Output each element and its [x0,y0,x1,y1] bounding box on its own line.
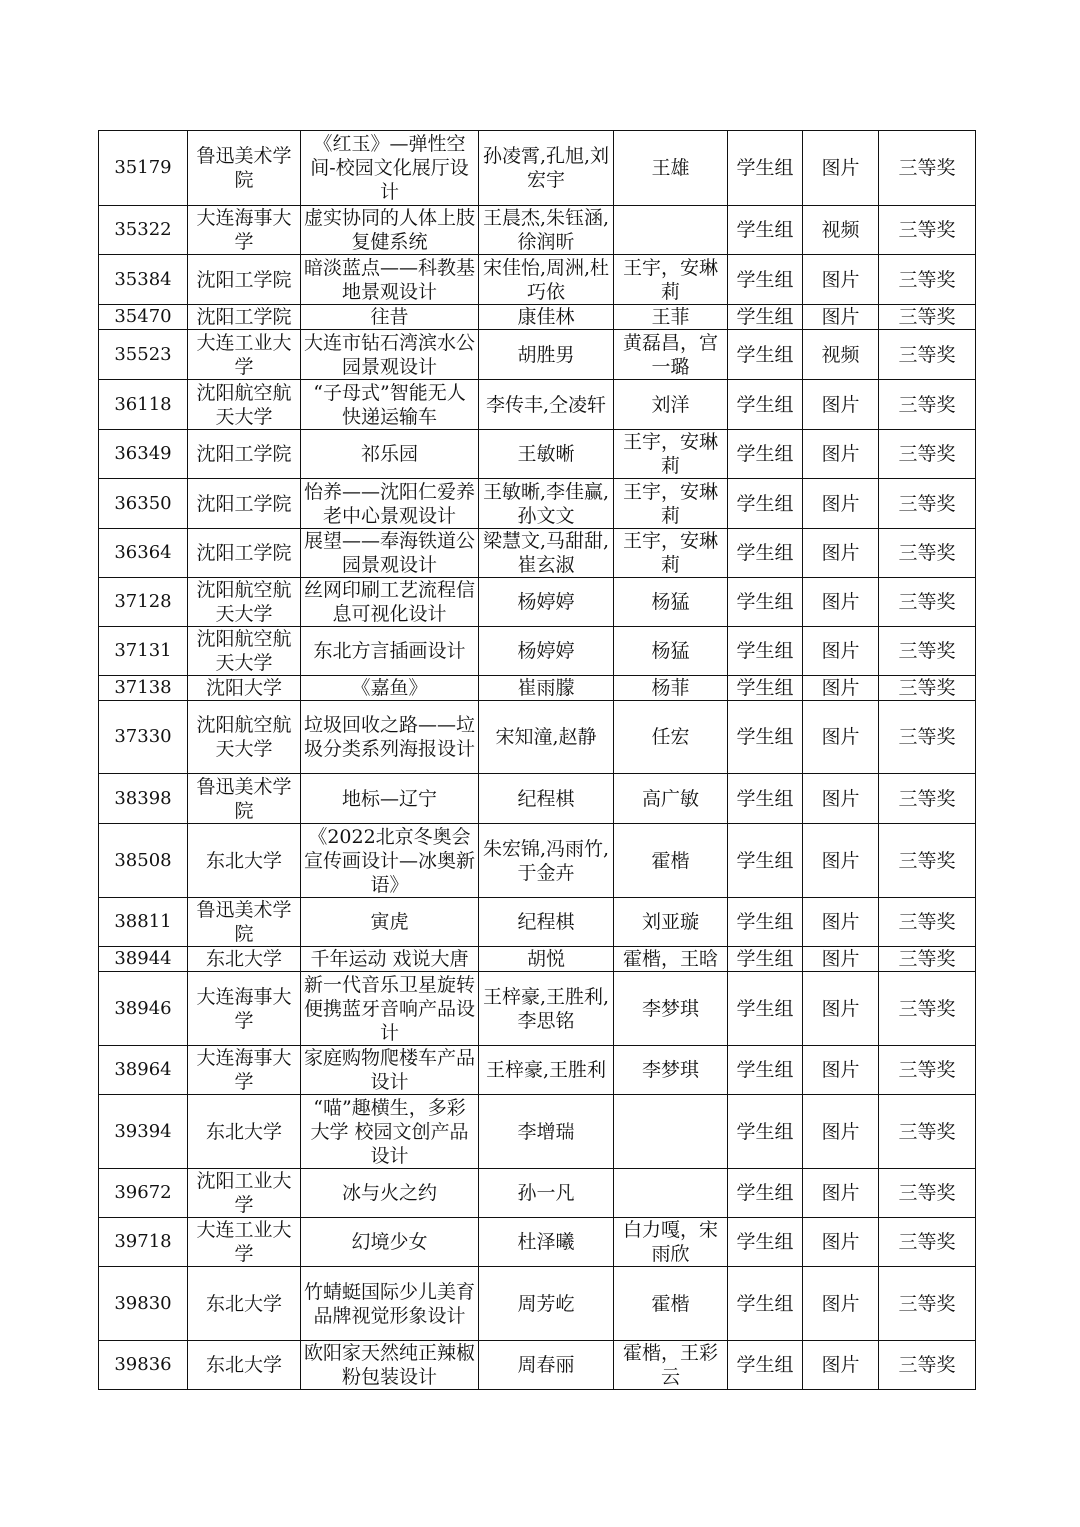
award-id-cell: 38398 [99,774,188,824]
school-cell: 鲁迅美术学院 [188,774,301,824]
work-title-cell: 怡养——沈阳仁爱养老中心景观设计 [301,479,479,529]
work-title-cell: 展望——奉海铁道公园景观设计 [301,529,479,578]
advisor-cell: 王菲 [614,305,728,330]
school-cell: 沈阳工学院 [188,255,301,305]
table-row [99,206,976,255]
work-type-cell: 视频 [803,206,879,255]
work-title-cell: 暗淡蓝点——科教基地景观设计 [301,255,479,305]
award-level-cell: 三等奖 [879,1095,976,1169]
award-level-cell: 三等奖 [879,578,976,627]
table-row [99,1218,976,1267]
award-id-cell: 39718 [99,1218,188,1267]
award-level-cell: 三等奖 [879,330,976,380]
work-title-cell: 幻境少女 [301,1218,479,1267]
award-level-cell: 三等奖 [879,255,976,305]
group-cell: 学生组 [728,131,803,206]
award-level-cell: 三等奖 [879,1267,976,1341]
work-type-cell: 图片 [803,1169,879,1218]
authors-cell: 王梓豪,王胜利 [479,1046,614,1095]
award-id-cell: 38944 [99,947,188,972]
school-cell: 沈阳航空航天大学 [188,578,301,627]
award-level-cell: 三等奖 [879,774,976,824]
award-id-cell: 35322 [99,206,188,255]
school-cell: 沈阳航空航天大学 [188,380,301,430]
group-cell: 学生组 [728,774,803,824]
table-row [99,330,976,380]
group-cell: 学生组 [728,529,803,578]
table-row [99,972,976,1046]
work-title-cell: 地标—辽宁 [301,774,479,824]
award-level-cell: 三等奖 [879,1218,976,1267]
award-level-cell: 三等奖 [879,1046,976,1095]
award-level-cell: 三等奖 [879,1341,976,1390]
advisor-cell: 王宇，安琳莉 [614,479,728,529]
work-type-cell: 图片 [803,1218,879,1267]
award-id-cell: 35470 [99,305,188,330]
table-row [99,627,976,676]
group-cell: 学生组 [728,1169,803,1218]
school-cell: 东北大学 [188,1095,301,1169]
work-type-cell: 视频 [803,330,879,380]
award-level-cell: 三等奖 [879,206,976,255]
group-cell: 学生组 [728,627,803,676]
advisor-cell: 王宇，安琳莉 [614,529,728,578]
work-title-cell: 家庭购物爬楼车产品设计 [301,1046,479,1095]
award-level-cell: 三等奖 [879,947,976,972]
table-row [99,1341,976,1390]
school-cell: 沈阳航空航天大学 [188,627,301,676]
authors-cell: 纪程棋 [479,898,614,947]
advisor-cell: 杨猛 [614,578,728,627]
work-type-cell: 图片 [803,1341,879,1390]
work-title-cell: 虚实协同的人体上肢复健系统 [301,206,479,255]
award-id-cell: 39830 [99,1267,188,1341]
advisor-cell: 黄磊昌，宫一璐 [614,330,728,380]
advisor-cell: 霍楷 [614,1267,728,1341]
award-level-cell: 三等奖 [879,430,976,479]
award-level-cell: 三等奖 [879,701,976,774]
authors-cell: 梁慧文,马甜甜,崔玄淑 [479,529,614,578]
work-title-cell: 往昔 [301,305,479,330]
authors-cell: 周春丽 [479,1341,614,1390]
authors-cell: 李增瑞 [479,1095,614,1169]
award-level-cell: 三等奖 [879,676,976,701]
group-cell: 学生组 [728,380,803,430]
work-type-cell: 图片 [803,1095,879,1169]
school-cell: 鲁迅美术学院 [188,898,301,947]
advisor-cell: 杨猛 [614,627,728,676]
table-row [99,701,976,774]
authors-cell: 王敏晰 [479,430,614,479]
work-title-cell: “子母式”智能无人快递运输车 [301,380,479,430]
authors-cell: 宋佳怡,周洲,杜巧依 [479,255,614,305]
authors-cell: 李传丰,仝凌轩 [479,380,614,430]
work-type-cell: 图片 [803,676,879,701]
group-cell: 学生组 [728,1267,803,1341]
award-level-cell: 三等奖 [879,824,976,898]
advisor-cell [614,1095,728,1169]
work-type-cell: 图片 [803,824,879,898]
work-type-cell: 图片 [803,430,879,479]
work-title-cell: 竹蜻蜓国际少儿美育品牌视觉形象设计 [301,1267,479,1341]
authors-cell: 杨婷婷 [479,627,614,676]
authors-cell: 朱宏锦,冯雨竹,于金卉 [479,824,614,898]
work-type-cell: 图片 [803,972,879,1046]
work-type-cell: 图片 [803,380,879,430]
authors-cell: 王晨杰,朱钰涵,徐润昕 [479,206,614,255]
work-title-cell: “喵”趣横生，多彩大学 校园文创产品设计 [301,1095,479,1169]
group-cell: 学生组 [728,430,803,479]
advisor-cell: 刘亚璇 [614,898,728,947]
advisor-cell: 任宏 [614,701,728,774]
table-row [99,824,976,898]
work-title-cell: 大连市钻石湾滨水公园景观设计 [301,330,479,380]
table-row [99,1169,976,1218]
advisor-cell: 王宇，安琳莉 [614,430,728,479]
group-cell: 学生组 [728,305,803,330]
award-id-cell: 37138 [99,676,188,701]
award-id-cell: 36118 [99,380,188,430]
awards-table [98,130,976,1390]
group-cell: 学生组 [728,898,803,947]
award-id-cell: 36364 [99,529,188,578]
advisor-cell: 霍楷，王晗 [614,947,728,972]
work-title-cell: 新一代音乐卫星旋转便携蓝牙音响产品设计 [301,972,479,1046]
work-title-cell: 垃圾回收之路——垃圾分类系列海报设计 [301,701,479,774]
table-row [99,947,976,972]
advisor-cell: 刘洋 [614,380,728,430]
award-level-cell: 三等奖 [879,1169,976,1218]
work-title-cell: 《2022北京冬奥会宣传画设计—冰奥新语》 [301,824,479,898]
award-id-cell: 37128 [99,578,188,627]
award-id-cell: 38508 [99,824,188,898]
award-id-cell: 35179 [99,131,188,206]
award-id-cell: 38811 [99,898,188,947]
table-row [99,131,976,206]
authors-cell: 杜泽曦 [479,1218,614,1267]
group-cell: 学生组 [728,1218,803,1267]
authors-cell: 胡胜男 [479,330,614,380]
work-type-cell: 图片 [803,1046,879,1095]
group-cell: 学生组 [728,676,803,701]
school-cell: 大连海事大学 [188,206,301,255]
authors-cell: 王梓豪,王胜利,李思铭 [479,972,614,1046]
table-row [99,774,976,824]
authors-cell: 胡悦 [479,947,614,972]
work-title-cell: 冰与火之约 [301,1169,479,1218]
group-cell: 学生组 [728,972,803,1046]
authors-cell: 纪程棋 [479,774,614,824]
work-title-cell: 《红玉》—弹性空间-校园文化展厅设计 [301,131,479,206]
advisor-cell: 李梦琪 [614,972,728,1046]
school-cell: 大连海事大学 [188,972,301,1046]
school-cell: 沈阳大学 [188,676,301,701]
award-id-cell: 36349 [99,430,188,479]
school-cell: 东北大学 [188,824,301,898]
award-id-cell: 38946 [99,972,188,1046]
table-row [99,255,976,305]
award-id-cell: 39672 [99,1169,188,1218]
award-id-cell: 39394 [99,1095,188,1169]
advisor-cell: 李梦琪 [614,1046,728,1095]
work-title-cell: 东北方言插画设计 [301,627,479,676]
work-type-cell: 图片 [803,305,879,330]
work-type-cell: 图片 [803,774,879,824]
award-id-cell: 36350 [99,479,188,529]
group-cell: 学生组 [728,255,803,305]
work-title-cell: 《嘉鱼》 [301,676,479,701]
group-cell: 学生组 [728,1341,803,1390]
authors-cell: 康佳林 [479,305,614,330]
group-cell: 学生组 [728,578,803,627]
school-cell: 鲁迅美术学院 [188,131,301,206]
award-level-cell: 三等奖 [879,380,976,430]
advisor-cell: 霍楷，王彩云 [614,1341,728,1390]
advisor-cell [614,206,728,255]
school-cell: 沈阳工学院 [188,529,301,578]
authors-cell: 孙凌霄,孔旭,刘宏宇 [479,131,614,206]
award-id-cell: 39836 [99,1341,188,1390]
work-type-cell: 图片 [803,255,879,305]
table-row [99,479,976,529]
table-row [99,1046,976,1095]
group-cell: 学生组 [728,330,803,380]
work-title-cell: 千年运动 戏说大唐 [301,947,479,972]
table-row [99,676,976,701]
work-type-cell: 图片 [803,898,879,947]
work-type-cell: 图片 [803,701,879,774]
award-level-cell: 三等奖 [879,972,976,1046]
work-type-cell: 图片 [803,529,879,578]
award-id-cell: 35384 [99,255,188,305]
award-level-cell: 三等奖 [879,479,976,529]
award-id-cell: 37330 [99,701,188,774]
school-cell: 大连海事大学 [188,1046,301,1095]
authors-cell: 宋知潼,赵静 [479,701,614,774]
school-cell: 大连工业大学 [188,1218,301,1267]
table-row [99,529,976,578]
work-title-cell: 祁乐园 [301,430,479,479]
advisor-cell: 王雄 [614,131,728,206]
advisor-cell: 白力嘎，宋雨欣 [614,1218,728,1267]
school-cell: 大连工业大学 [188,330,301,380]
work-title-cell: 丝网印刷工艺流程信息可视化设计 [301,578,479,627]
award-id-cell: 38964 [99,1046,188,1095]
school-cell: 沈阳航空航天大学 [188,701,301,774]
table-row [99,1267,976,1341]
table-row [99,1095,976,1169]
award-level-cell: 三等奖 [879,529,976,578]
advisor-cell: 杨菲 [614,676,728,701]
award-id-cell: 37131 [99,627,188,676]
group-cell: 学生组 [728,479,803,529]
advisor-cell [614,1169,728,1218]
table-row [99,578,976,627]
group-cell: 学生组 [728,824,803,898]
work-type-cell: 图片 [803,947,879,972]
table-row [99,430,976,479]
work-title-cell: 欧阳家天然纯正辣椒粉包装设计 [301,1341,479,1390]
school-cell: 沈阳工学院 [188,479,301,529]
group-cell: 学生组 [728,947,803,972]
advisor-cell: 王宇，安琳莉 [614,255,728,305]
school-cell: 沈阳工学院 [188,305,301,330]
advisor-cell: 霍楷 [614,824,728,898]
award-level-cell: 三等奖 [879,627,976,676]
table-row [99,305,976,330]
group-cell: 学生组 [728,701,803,774]
school-cell: 东北大学 [188,947,301,972]
authors-cell: 孙一凡 [479,1169,614,1218]
authors-cell: 王敏晰,李佳赢,孙文文 [479,479,614,529]
work-type-cell: 图片 [803,1267,879,1341]
group-cell: 学生组 [728,206,803,255]
school-cell: 沈阳工学院 [188,430,301,479]
advisor-cell: 高广敏 [614,774,728,824]
school-cell: 东北大学 [188,1267,301,1341]
work-type-cell: 图片 [803,131,879,206]
work-type-cell: 图片 [803,627,879,676]
award-level-cell: 三等奖 [879,131,976,206]
group-cell: 学生组 [728,1095,803,1169]
award-level-cell: 三等奖 [879,305,976,330]
award-level-cell: 三等奖 [879,898,976,947]
school-cell: 东北大学 [188,1341,301,1390]
work-type-cell: 图片 [803,479,879,529]
authors-cell: 崔雨朦 [479,676,614,701]
work-type-cell: 图片 [803,578,879,627]
group-cell: 学生组 [728,1046,803,1095]
authors-cell: 周芳屹 [479,1267,614,1341]
award-id-cell: 35523 [99,330,188,380]
table-row [99,380,976,430]
work-title-cell: 寅虎 [301,898,479,947]
school-cell: 沈阳工业大学 [188,1169,301,1218]
authors-cell: 杨婷婷 [479,578,614,627]
table-row [99,898,976,947]
